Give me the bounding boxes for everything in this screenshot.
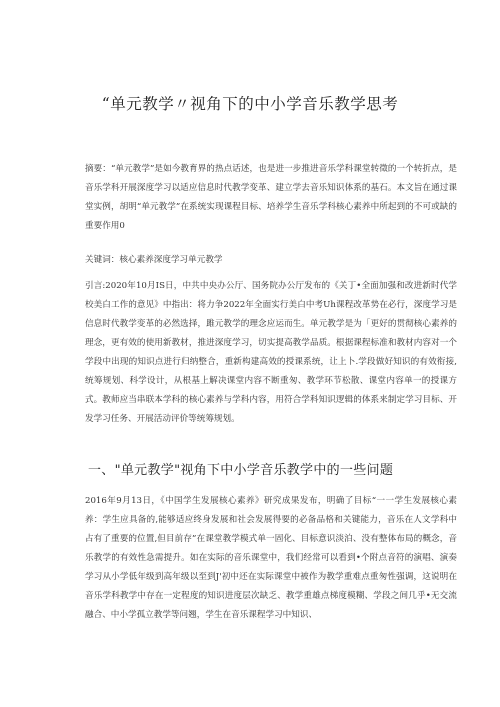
- paper-title: “单元教学〃视角下的中小学音乐教学思考: [101, 95, 399, 113]
- body-paragraph: 2016年9月13日，《中国学生发展核心素养》研究成果发布，明确了目标“一一学生发展核心素养：学生应具备的,能够适应终身发展和社会发展得要的必备品格和关键能力，音乐在人文学科中占有了重要的位置,但目前存”在课堂教学模式单一固化、目标意识淡泊、没有整体布局的概念，音乐教学的有效性急需提升。如在实际的音乐课堂中，我们经常可以看到•个附点音符的演唱、演奏学习从小学低年级到高年级以至到J'初中还在实际课堂中被作为教学重难点重匆性强调，这说明在音乐学科教学中存在一定程度的知识进度层次缺乏、教学重雄点梯度模糊、学段之间几乎•无交流融合、中小学孤立教学等问翘，学生在音乐课程学习中知识、: [85, 496, 457, 620]
- section-heading: 一、"单元教学"视角下中小学音乐教学中的一些问题: [88, 463, 394, 478]
- keywords-line: 关键词：核心素养深度学习单元教学: [85, 255, 223, 265]
- introduction-paragraph: 引言:2020年10月IS日，中共中央办公厅、国务院办公厅发布的《关丁•全面加强和改进新时代学校美白工作的意见》中指出：将力争2022年全面实行美白中考Uh课程改革势在必行，深度学习是信息时代教学变革的必然选择，雎元教学的理念应运而生。单元教学是为「更好的贯彻核心素养的理念，更有效的使用新教材，推进深度学习，切实提高教学品质。根据课程标准和教材内容对一个学段中出现的知识点进行归纳整合，重新构建高效的授课系统，让上卜.学段做好知识的有效衔接,统筹规划、科学设计，从根基上解决课堂内容不断重匆、教学环节松散、课堂内容单一的授课方式。教师应当串联本学科的核心素养与学科内容，用符合学科知识逻辑的体系来制定学习目标、开发学习任务、开展活动评价等统筹规划。: [85, 281, 457, 424]
- abstract-paragraph: 摘要：“单元教学”是如今教育界的热点话述，也是进一步推进音乐学科课堂转徵的一个转折点，是音乐学科开展深度学习以适应信息时代教学变革、建立学去音乐知识体系的基石。本文旨在通过课堂实例，胡明“单元教学”在系统实现课程目标、培养学生音乐学科核心素养中所起到的不可或缺的重要作用0: [85, 164, 457, 231]
